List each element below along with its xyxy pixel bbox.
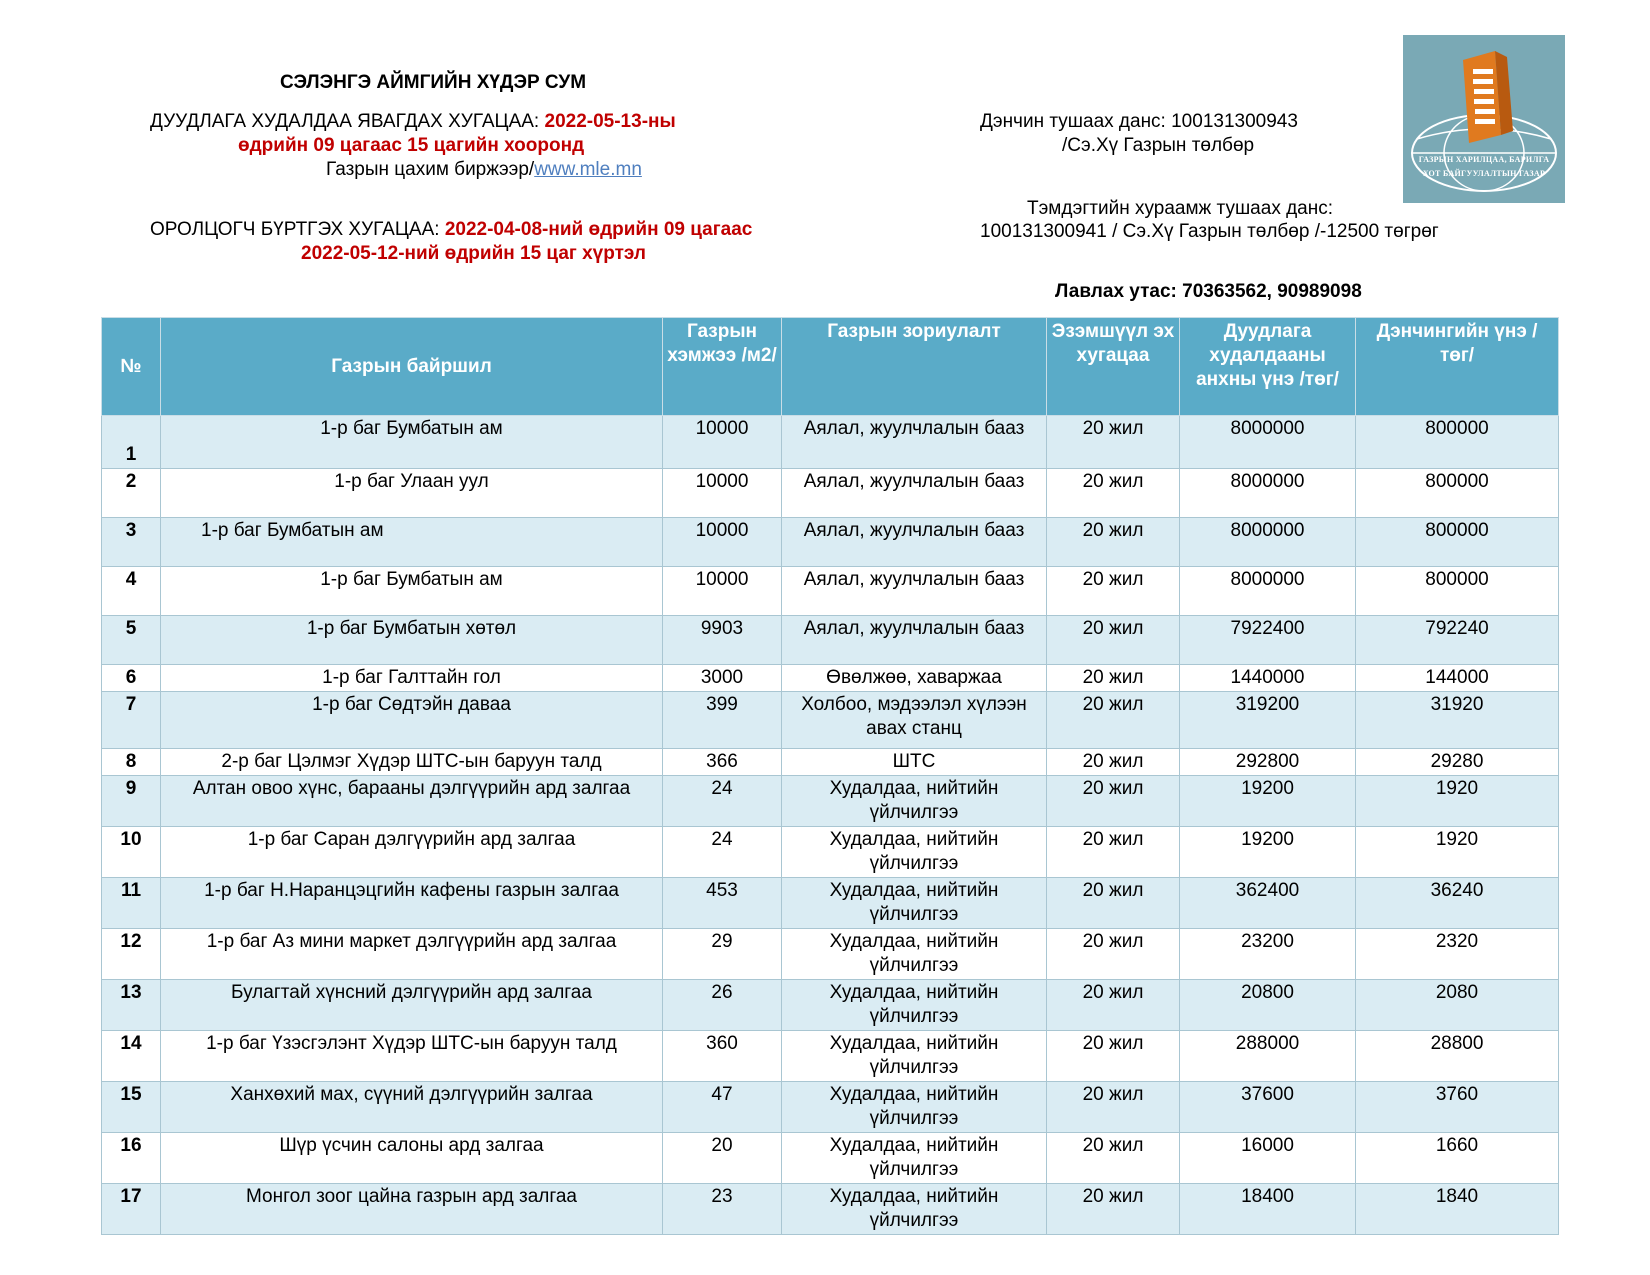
cell-purpose: Аялал, жуулчлалын бааз <box>782 469 1047 518</box>
cell-starting-price: 23200 <box>1180 929 1356 980</box>
cell-deposit: 2080 <box>1356 980 1559 1031</box>
cell-location: Алтан овоо хүнс, барааны дэлгүүрийн ард залгаа <box>161 776 663 827</box>
cell-deposit: 792240 <box>1356 616 1559 665</box>
cell-number: 13 <box>102 980 161 1031</box>
cell-term: 20 жил <box>1047 1082 1180 1133</box>
deposit-account-note: /Сэ.Хү Газрын төлбөр <box>1062 135 1255 156</box>
cell-area: 3000 <box>663 665 782 692</box>
table-body <box>102 416 1559 1235</box>
cell-area: 24 <box>663 827 782 878</box>
cell-purpose: Худалдаа, нийтийн үйлчилгээ <box>782 776 1047 827</box>
table-row <box>102 1082 1559 1133</box>
cell-number: 14 <box>102 1031 161 1082</box>
cell-term: 20 жил <box>1047 416 1180 469</box>
cell-deposit: 28800 <box>1356 1031 1559 1082</box>
cell-term: 20 жил <box>1047 929 1180 980</box>
cell-location: 2-р баг Цэлмэг Хүдэр ШТС-ын баруун талд <box>161 749 663 776</box>
logo-text-line2: ХОТ БАЙГУУЛАЛТЫН ГАЗАР <box>1422 169 1546 178</box>
cell-location: 1-р баг Аз мини маркет дэлгүүрийн ард залгаа <box>161 929 663 980</box>
cell-location: 1-р баг Үзэсгэлэнт Хүдэр ШТС-ын баруун талд <box>161 1031 663 1082</box>
reference-phone: Лавлах утас: 70363562, 90989098 <box>1055 281 1362 302</box>
cell-purpose: Худалдаа, нийтийн үйлчилгээ <box>782 827 1047 878</box>
registration-label: ОРОЛЦОГЧ БҮРТГЭХ ХУГАЦАА: <box>150 219 445 240</box>
cell-starting-price: 292800 <box>1180 749 1356 776</box>
fee-account: 100131300941 / Сэ.Хү Газрын төлбөр /-12500 төгрөг <box>980 221 1439 242</box>
cell-area: 26 <box>663 980 782 1031</box>
cell-term: 20 жил <box>1047 1184 1180 1235</box>
cell-location: 1-р баг Бумбатын ам <box>161 518 663 567</box>
cell-location: 1-р баг Саран дэлгүүрийн ард залгаа <box>161 827 663 878</box>
document-title: СЭЛЭНГЭ АЙМГИЙН ХҮДЭР СУМ <box>280 72 587 93</box>
cell-location: Монгол зоог цайна газрын ард залгаа <box>161 1184 663 1235</box>
cell-starting-price: 37600 <box>1180 1082 1356 1133</box>
cell-location: Булагтай хүнсний дэлгүүрийн ард залгаа <box>161 980 663 1031</box>
table-row <box>102 518 1559 567</box>
cell-number: 10 <box>102 827 161 878</box>
table-row <box>102 416 1559 469</box>
table-row <box>102 469 1559 518</box>
cell-number: 17 <box>102 1184 161 1235</box>
cell-purpose: Худалдаа, нийтийн үйлчилгээ <box>782 1031 1047 1082</box>
cell-deposit: 800000 <box>1356 469 1559 518</box>
cell-number: 15 <box>102 1082 161 1133</box>
cell-starting-price: 8000000 <box>1180 416 1356 469</box>
cell-term: 20 жил <box>1047 518 1180 567</box>
cell-number: 11 <box>102 878 161 929</box>
cell-purpose: Аялал, жуулчлалын бааз <box>782 616 1047 665</box>
cell-purpose: Худалдаа, нийтийн үйлчилгээ <box>782 929 1047 980</box>
cell-number: 7 <box>102 692 161 749</box>
registration-end: 2022-05-12-ний өдрийн 15 цаг хүртэл <box>301 243 646 264</box>
agency-logo <box>1403 35 1565 203</box>
cell-purpose: Худалдаа, нийтийн үйлчилгээ <box>782 1184 1047 1235</box>
cell-number: 8 <box>102 749 161 776</box>
cell-starting-price: 288000 <box>1180 1031 1356 1082</box>
cell-term: 20 жил <box>1047 776 1180 827</box>
cell-deposit: 1920 <box>1356 776 1559 827</box>
header-area: Газрын хэмжээ /м2/ <box>663 318 782 416</box>
cell-deposit: 3760 <box>1356 1082 1559 1133</box>
table-row <box>102 1184 1559 1235</box>
table-row <box>102 776 1559 827</box>
auction-period-label: ДУУДЛАГА ХУДАЛДАА ЯВАГДАХ ХУГАЦАА: <box>150 111 545 132</box>
cell-location: 1-р баг Сөдтэйн даваа <box>161 692 663 749</box>
exchange-prefix: Газрын цахим биржээр/ <box>326 159 535 180</box>
cell-location: 1-р баг Н.Наранцэцгийн кафены газрын залгаа <box>161 878 663 929</box>
deposit-account: Дэнчин тушаах данс: 100131300943 <box>980 111 1298 132</box>
table-row <box>102 878 1559 929</box>
land-auction-table <box>101 317 1559 1235</box>
table-row <box>102 616 1559 665</box>
exchange-link[interactable]: www.mle.mn <box>534 159 642 180</box>
cell-deposit: 144000 <box>1356 665 1559 692</box>
cell-location: Шүр үсчин салоны ард залгаа <box>161 1133 663 1184</box>
cell-number: 5 <box>102 616 161 665</box>
cell-term: 20 жил <box>1047 665 1180 692</box>
cell-location: 1-р баг Бумбатын ам <box>161 416 663 469</box>
cell-number: 3 <box>102 518 161 567</box>
table-header-row <box>102 318 1559 416</box>
cell-area: 360 <box>663 1031 782 1082</box>
cell-area: 399 <box>663 692 782 749</box>
cell-deposit: 800000 <box>1356 567 1559 616</box>
table-row <box>102 1031 1559 1082</box>
table-row <box>102 980 1559 1031</box>
cell-term: 20 жил <box>1047 827 1180 878</box>
cell-deposit: 1920 <box>1356 827 1559 878</box>
auction-period-line <box>150 111 676 133</box>
header-number: № <box>102 318 161 416</box>
cell-term: 20 жил <box>1047 567 1180 616</box>
cell-area: 47 <box>663 1082 782 1133</box>
cell-deposit: 800000 <box>1356 416 1559 469</box>
cell-number: 1 <box>102 416 161 469</box>
cell-term: 20 жил <box>1047 878 1180 929</box>
cell-deposit: 2320 <box>1356 929 1559 980</box>
cell-area: 23 <box>663 1184 782 1235</box>
registration-start: 2022-04-08-ний өдрийн 09 цагаас <box>444 219 753 240</box>
cell-purpose: Худалдаа, нийтийн үйлчилгээ <box>782 1082 1047 1133</box>
cell-area: 10000 <box>663 567 782 616</box>
cell-starting-price: 8000000 <box>1180 469 1356 518</box>
cell-area: 10000 <box>663 469 782 518</box>
cell-term: 20 жил <box>1047 692 1180 749</box>
cell-number: 9 <box>102 776 161 827</box>
cell-location: 1-р баг Бумбатын хөтөл <box>161 616 663 665</box>
cell-purpose: Аялал, жуулчлалын бааз <box>782 567 1047 616</box>
cell-term: 20 жил <box>1047 616 1180 665</box>
cell-starting-price: 8000000 <box>1180 567 1356 616</box>
cell-deposit: 800000 <box>1356 518 1559 567</box>
cell-number: 6 <box>102 665 161 692</box>
table-row <box>102 665 1559 692</box>
table-row <box>102 692 1559 749</box>
cell-starting-price: 1440000 <box>1180 665 1356 692</box>
cell-term: 20 жил <box>1047 980 1180 1031</box>
cell-area: 453 <box>663 878 782 929</box>
cell-term: 20 жил <box>1047 1133 1180 1184</box>
fee-account-label: Тэмдэгтийн хураамж тушаах данс: <box>1027 198 1334 219</box>
cell-starting-price: 19200 <box>1180 776 1356 827</box>
cell-starting-price: 16000 <box>1180 1133 1356 1184</box>
cell-deposit: 31920 <box>1356 692 1559 749</box>
table-row <box>102 567 1559 616</box>
header-location: Газрын байршил <box>161 318 663 416</box>
table-row <box>102 827 1559 878</box>
cell-term: 20 жил <box>1047 1031 1180 1082</box>
cell-area: 10000 <box>663 518 782 567</box>
cell-starting-price: 19200 <box>1180 827 1356 878</box>
cell-purpose: Худалдаа, нийтийн үйлчилгээ <box>782 1133 1047 1184</box>
cell-starting-price: 18400 <box>1180 1184 1356 1235</box>
cell-purpose: Худалдаа, нийтийн үйлчилгээ <box>782 878 1047 929</box>
cell-purpose: Өвөлжөө, хаваржаа <box>782 665 1047 692</box>
cell-area: 10000 <box>663 416 782 469</box>
table-row <box>102 749 1559 776</box>
cell-purpose: Холбоо, мэдээлэл хүлээн авах станц <box>782 692 1047 749</box>
exchange-line <box>326 159 642 181</box>
cell-location: 1-р баг Галттайн гол <box>161 665 663 692</box>
header-starting-price: Дуудлага худалдааны анхны үнэ /төг/ <box>1180 318 1356 416</box>
table-row <box>102 929 1559 980</box>
cell-area: 9903 <box>663 616 782 665</box>
registration-period-line <box>150 219 752 241</box>
auction-date: 2022-05-13-ны <box>544 111 676 132</box>
cell-location: 1-р баг Улаан уул <box>161 469 663 518</box>
header-purpose: Газрын зориулалт <box>782 318 1047 416</box>
cell-area: 366 <box>663 749 782 776</box>
cell-number: 4 <box>102 567 161 616</box>
header-deposit: Дэнчингийн үнэ /төг/ <box>1356 318 1559 416</box>
cell-location: 1-р баг Бумбатын ам <box>161 567 663 616</box>
auction-time: өдрийн 09 цагаас 15 цагийн хооронд <box>238 135 585 156</box>
cell-area: 29 <box>663 929 782 980</box>
cell-purpose: Худалдаа, нийтийн үйлчилгээ <box>782 980 1047 1031</box>
cell-starting-price: 362400 <box>1180 878 1356 929</box>
cell-purpose: Аялал, жуулчлалын бааз <box>782 416 1047 469</box>
cell-deposit: 36240 <box>1356 878 1559 929</box>
cell-location: Ханхөхий мах, сүүний дэлгүүрийн залгаа <box>161 1082 663 1133</box>
cell-deposit: 1840 <box>1356 1184 1559 1235</box>
cell-term: 20 жил <box>1047 469 1180 518</box>
table-row <box>102 1133 1559 1184</box>
cell-purpose: ШТС <box>782 749 1047 776</box>
cell-deposit: 29280 <box>1356 749 1559 776</box>
cell-starting-price: 319200 <box>1180 692 1356 749</box>
logo-text-line1: ГАЗРЫН ХАРИЛЦАА, БАРИЛГА <box>1418 155 1550 164</box>
cell-starting-price: 20800 <box>1180 980 1356 1031</box>
cell-deposit: 1660 <box>1356 1133 1559 1184</box>
header-term: Эзэмшүүл эх хугацаа <box>1047 318 1180 416</box>
cell-starting-price: 8000000 <box>1180 518 1356 567</box>
cell-number: 12 <box>102 929 161 980</box>
cell-number: 16 <box>102 1133 161 1184</box>
cell-area: 20 <box>663 1133 782 1184</box>
cell-purpose: Аялал, жуулчлалын бааз <box>782 518 1047 567</box>
cell-term: 20 жил <box>1047 749 1180 776</box>
cell-number: 2 <box>102 469 161 518</box>
cell-starting-price: 7922400 <box>1180 616 1356 665</box>
cell-area: 24 <box>663 776 782 827</box>
